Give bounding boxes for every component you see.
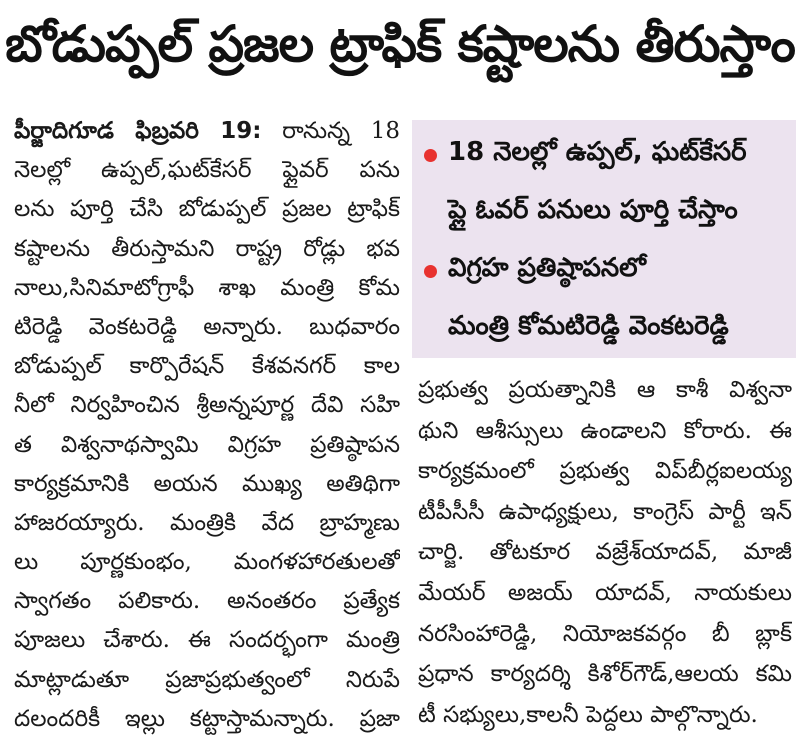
article-column-right [418,370,792,740]
bullet-icon [424,149,437,162]
highlight-text: ప్లై ఓవర్ పనులు పూర్తి చేస్తాం [448,195,738,225]
bullet-icon [424,265,437,278]
article-line: బోడుప్పల్ కార్పొరేషన్ కేశవనగర్ కాల [14,353,400,380]
article-line: చార్జి. తోటకూర వజ్రేశ్‌యాదవ్, మాజీ [418,539,792,566]
highlight-item [424,242,782,300]
article-line: కార్యక్రమానికి అయన ముఖ్య అతిథిగా [14,470,400,497]
article-line: త విశ్వనాథస్వామి విగ్రహ ప్రతిష్ఠాపన [14,431,400,458]
highlight-item-continuation [424,184,782,242]
article-line: లను పూర్తి చేసి బోడుప్పల్ ప్రజల ట్రాఫిక్ [14,196,400,223]
article-line: కష్టాలను తీరుస్తామని రాష్ట్ర రోడ్లు భవ [14,235,400,262]
article-line: మాట్లాడుతూ ప్రజాప్రభుత్వంలో నిరుపే [14,666,400,693]
article-column-left [14,112,400,740]
highlight-text: విగ్రహ ప్రతిష్ఠాపనలో [448,253,646,283]
article-line: టీపీసీసీ ఉపాధ్యక్షులు, కాంగ్రెస్ పార్టీ ఇన్ [418,498,792,525]
article-line: ప్రధాన కార్యదర్శి కిశోర్‌గౌడ్,ఆలయ కమి [418,661,792,688]
highlight-item-continuation [424,300,782,358]
article-line: ప్రభుత్వ ప్రయత్నానికి ఆ కాశీ విశ్వనా [418,377,792,403]
article-line: నాలు,సినిమాటోగ్రాఫీ శాఖ మంత్రి కోమ [14,274,400,301]
article-line: నీలో నిర్వహించిన శ్రీఅన్నపూర్ణ దేవి సహి [14,392,400,419]
article-line: టీ సభ్యులు,కాలనీ పెద్దలు పాల్గొన్నారు. [418,701,758,728]
highlight-text: మంత్రి కోమటిరెడ్డి వెంకటరెడ్డి [448,311,729,341]
article-line: దలందరికీ ఇల్లు కట్టాస్తామన్నారు. ప్రజా [14,705,400,732]
article-line: నరసింహారెడ్డి, నియోజకవర్గం బీ బ్లాక్ [418,620,792,647]
article-line: పూజలు చేశారు. ఈ సందర్భంగా మంత్రి [14,627,400,654]
article-line: థుని ఆశీస్సులు ఉండాలని కోరారు. ఈ [418,417,792,444]
article-line: కార్యక్రమంలో ప్రభుత్వ విప్‌బీర్లఐలయ్య [418,458,792,485]
article-line-dateline [14,112,400,151]
article-line: నెలల్లో ఉప్పల్,ఘట్‌కేసర్ ఫ్లైవర్ పను [14,157,400,184]
article-line: హాజరయ్యారు. మంత్రికి వేద బ్రాహ్మణు [14,509,400,536]
article-line: స్వాగతం పలికారు. అనంతరం ప్రత్యేక [14,588,400,615]
article-line: టిరెడ్డి వెంకటరెడ్డి అన్నారు. బుధవారం [14,313,400,340]
headline: బోడుప్పల్ ప్రజల ట్రాఫిక్ కష్టాలను తీరుస్తాం [5,14,795,73]
article-text-start: రానున్న 18 [261,118,400,144]
article-line: లు పూర్ణకుంభం, మంగళహారతులతో [14,549,400,576]
dateline: పీర్జాదిగూడ ఫిబ్రవరి 19: [14,118,262,144]
highlight-text: 18 నెలల్లో ఉప్పల్, ఘట్‌కేసర్ [448,137,747,167]
highlight-item [424,126,782,184]
article-line: మేయర్ అజయ్ యాదవ్, నాయకులు [418,579,792,606]
highlight-box [412,120,796,358]
